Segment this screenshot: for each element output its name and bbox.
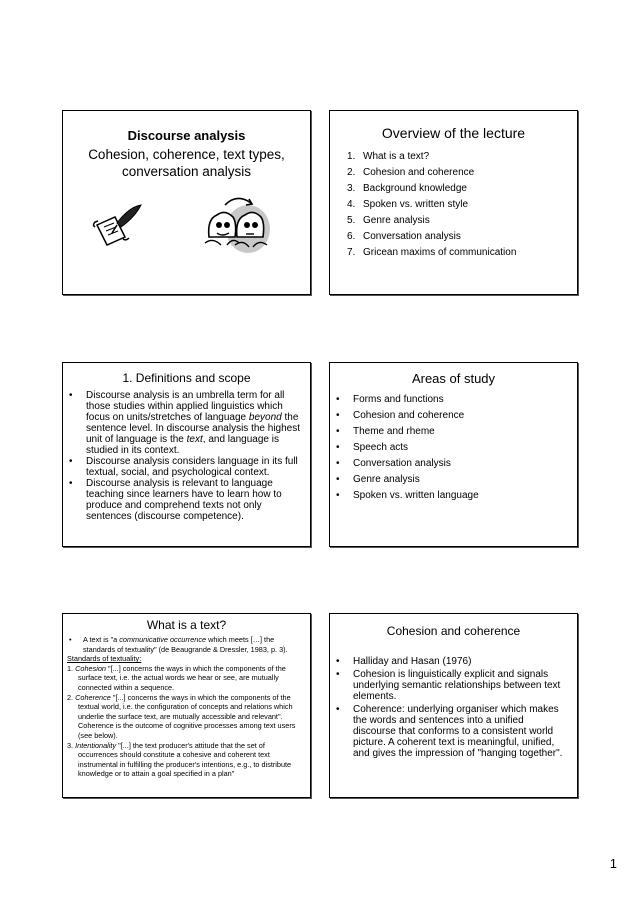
standard-item xyxy=(67,741,302,779)
text-run: "[...] the text producer's attitude that the set of occurrences should constitute a cohesive and coherent text instrumental in fulfilling the producer's intentions, e.g., to distribute knowledge or to attain a goal specified in a plan" xyxy=(78,740,292,779)
item-number: 6. xyxy=(347,231,356,242)
bullet-marker: • xyxy=(336,474,340,485)
list-item xyxy=(347,197,577,213)
list-item xyxy=(334,440,569,456)
list-item xyxy=(334,424,569,440)
emphasis-text: Intentionality xyxy=(75,740,117,750)
list-item xyxy=(334,408,569,424)
standards-heading: Standards of textuality: xyxy=(67,654,142,664)
slide3-title: 1. Definitions and scope xyxy=(122,371,251,385)
list-item-text: Background knowledge xyxy=(363,183,467,194)
bullet-marker: • xyxy=(69,456,73,467)
list-item xyxy=(334,669,569,702)
item-number: 7. xyxy=(347,247,356,258)
list-item-text: Halliday and Hasan (1976) xyxy=(353,656,472,667)
list-item-text: Cohesion and coherence xyxy=(353,410,465,421)
item-number: 5. xyxy=(347,215,356,226)
slide5-body xyxy=(67,635,302,779)
slide5-title: What is a text? xyxy=(146,618,227,632)
bullet-marker: • xyxy=(336,669,340,680)
list-item xyxy=(67,390,302,456)
text-run: A text is "a xyxy=(83,635,120,644)
list-item xyxy=(347,213,577,229)
list-item xyxy=(67,635,302,654)
list-item xyxy=(334,704,569,759)
text-run: "[...] concerns the ways in which the components of the surface text, i.e. the actual words we hear or see, are mutually connected within a sequence. xyxy=(78,663,286,692)
bullet-marker: • xyxy=(336,426,340,437)
slide1-title: Discourse analysis xyxy=(127,128,246,143)
list-item xyxy=(347,245,577,261)
bullet-marker: • xyxy=(336,656,340,667)
list-item xyxy=(67,478,302,522)
list-item-text: Spoken vs. written language xyxy=(353,490,479,501)
slide-what-is-text xyxy=(62,613,311,798)
slide6-title: Cohesion and coherence xyxy=(386,624,521,638)
list-item-text: Coherence: underlying organiser which makes the words and sentences into a unified discourse that conforms to a consistent world picture. A coherent text is meaningful, unified, and gives the impression of "hanging together". xyxy=(353,704,563,759)
item-number: 1. xyxy=(347,151,356,162)
text-run: which meets […] the standards of textuality" (de Beaugrande & Dressler, 1983, p. 3). xyxy=(83,635,288,654)
bullet-marker: • xyxy=(336,458,340,469)
list-item-text: Cohesion and coherence xyxy=(363,167,475,178)
list-item-text: Genre analysis xyxy=(353,474,420,485)
list-item-text: Forms and functions xyxy=(353,394,444,405)
list-item xyxy=(334,656,569,667)
text-run: 1. xyxy=(67,663,76,673)
conversation-faces-icon xyxy=(203,193,273,255)
emphasis-text: beyond xyxy=(248,412,282,423)
list-item xyxy=(334,392,569,408)
list-item-text: Conversation analysis xyxy=(363,231,461,242)
slide1-subtitle: Cohesion, coherence, text types, conversation analysis xyxy=(88,147,285,179)
emphasis-text: communicative occurrence xyxy=(119,635,207,644)
bullet-marker: • xyxy=(69,390,73,401)
bullet-marker: • xyxy=(336,442,340,453)
cohesion-list xyxy=(334,656,569,759)
slide-title xyxy=(62,110,311,295)
list-item xyxy=(334,488,569,504)
slide-definitions xyxy=(62,362,311,547)
list-item-text: Speech acts xyxy=(353,442,409,453)
list-item xyxy=(334,456,569,472)
list-item-text: Theme and rheme xyxy=(353,426,435,437)
bullet-marker: • xyxy=(69,478,73,489)
list-item xyxy=(67,456,302,478)
list-item-text: What is a text? xyxy=(363,151,430,162)
bullet-marker: • xyxy=(336,394,340,405)
text-run: 2. xyxy=(67,692,76,702)
list-item-text: Discourse analysis considers language in its full textual, social, and psychological context. xyxy=(86,456,298,478)
standard-item xyxy=(67,693,302,741)
list-item-text: Discourse analysis is relevant to language teaching since learners have to learn how to produce and comprehend texts not only sentences (discourse competence). xyxy=(86,478,282,522)
item-number: 4. xyxy=(347,199,356,210)
slide-cohesion xyxy=(329,613,578,798)
list-item-text: Spoken vs. written style xyxy=(363,199,469,210)
emphasis-text: text xyxy=(186,434,203,445)
text-run: , and language is studied in its context. xyxy=(86,434,279,456)
list-item-text: Gricean maxims of communication xyxy=(363,247,517,258)
page-number: 1 xyxy=(609,856,617,871)
item-number: 3. xyxy=(347,183,356,194)
emphasis-text: Coherence xyxy=(75,692,111,702)
quill-scroll-icon xyxy=(91,203,143,247)
emphasis-text: Cohesion xyxy=(75,663,106,673)
text-run: "[...] concerns the ways in which the components of the textual world, i.e. the configuration of concepts and relations which underlie the surface text, are mutually accessible and relevant". Coherence is the outcome of cognitive processes among text users (see below). xyxy=(78,692,296,740)
list-item-text: Conversation analysis xyxy=(353,458,451,469)
overview-list xyxy=(347,149,577,261)
slide2-title: Overview of the lecture xyxy=(381,125,526,141)
bullet-marker: • xyxy=(69,635,72,644)
item-number: 2. xyxy=(347,167,356,178)
slide-areas xyxy=(329,362,578,547)
text-run: the sentence level. In discourse analysis the highest unit of language is the xyxy=(86,412,301,445)
bullet-marker: • xyxy=(336,410,340,421)
text-run: Discourse analysis is an umbrella term for all those studies within applied linguistics which focus on units/stretches of language xyxy=(86,390,285,423)
bullet-marker: • xyxy=(336,704,340,715)
list-item xyxy=(347,149,577,165)
text-run: 3. xyxy=(67,740,76,750)
list-item-text: Genre analysis xyxy=(363,215,430,226)
list-item xyxy=(347,229,577,245)
list-item xyxy=(347,165,577,181)
definitions-list xyxy=(67,390,302,522)
list-item-text: Cohesion is linguistically explicit and signals underlying semantic relationships between text elements. xyxy=(353,669,561,702)
list-item xyxy=(334,472,569,488)
slide-overview xyxy=(329,110,578,295)
bullet-marker: • xyxy=(336,490,340,501)
slide4-title: Areas of study xyxy=(411,371,496,386)
standard-item xyxy=(67,664,302,693)
areas-list xyxy=(334,392,569,504)
list-item xyxy=(347,181,577,197)
